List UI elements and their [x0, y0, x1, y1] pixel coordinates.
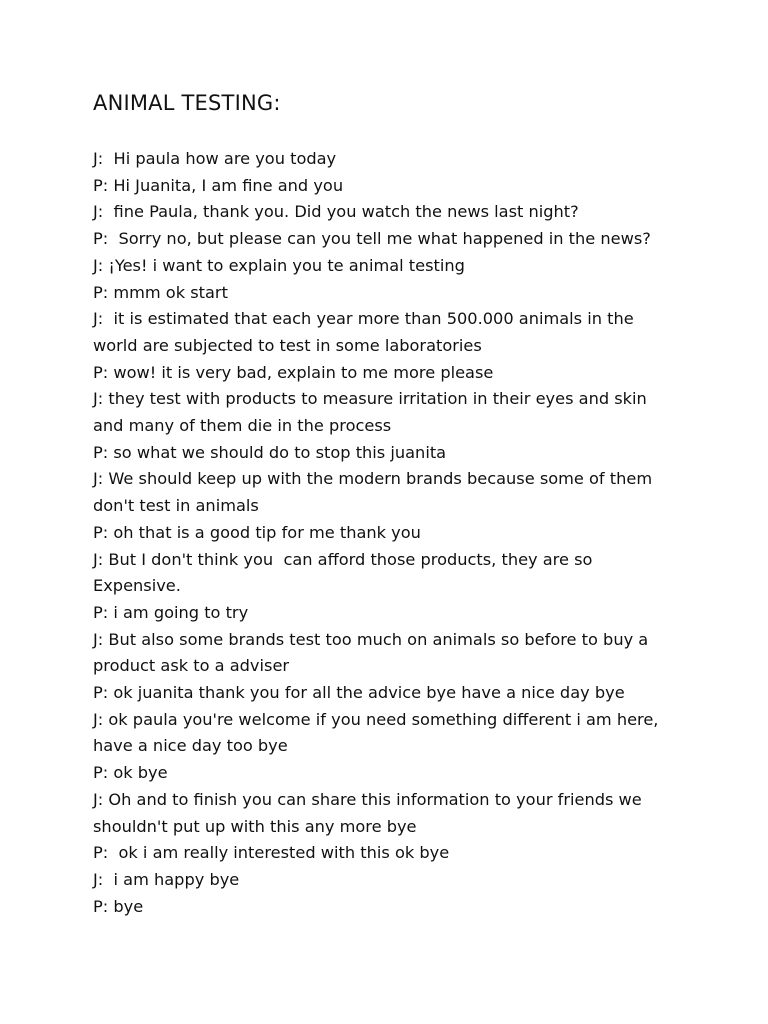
dialogue-line: J: Hi paula how are you today	[93, 149, 337, 168]
dialogue-line: J: Oh and to finish you can share this information to your friends we	[93, 789, 642, 809]
dialogue-line: J: ¡Yes! i want to explain you te animal testing	[93, 255, 465, 275]
dialogue-line: P: Hi Juanita, I am fine and you	[93, 175, 344, 195]
dialogue-line: P: bye	[93, 896, 144, 916]
dialogue-line: P: ok juanita thank you for all the advice bye have a nice day bye	[93, 683, 625, 703]
dialogue-line: P: ok bye	[93, 763, 168, 783]
dialogue-line: J: it is estimated that each year more than 500.000 animals in the	[93, 309, 634, 329]
dialogue-line: and many of them die in the process	[93, 416, 392, 436]
dialogue-line: P: mmm ok start	[93, 282, 228, 302]
dialogue-line: J: We should keep up with the modern brands because some of them	[93, 469, 653, 489]
dialogue-line: have a nice day too bye	[93, 736, 288, 756]
dialogue-line: P: so what we should do to stop this juanita	[93, 442, 447, 462]
dialogue-line: P: ok i am really interested with this ok bye	[93, 843, 450, 863]
dialogue-line: Expensive.	[93, 576, 181, 596]
dialogue-line: world are subjected to test in some laboratories	[93, 335, 482, 355]
dialogue-line: J: they test with products to measure irritation in their eyes and skin	[93, 389, 647, 409]
dialogue-line: P: i am going to try	[93, 602, 249, 622]
document-title: ANIMAL TESTING:	[93, 91, 281, 115]
document-page	[93, 88, 693, 920]
dialogue-line: J: ok paula you're welcome if you need something different i am here,	[93, 709, 659, 729]
dialogue-line: J: i am happy bye	[93, 869, 240, 889]
dialogue-line: J: But also some brands test too much on animals so before to buy a	[93, 629, 649, 649]
dialogue-line: product ask to a adviser	[93, 656, 290, 676]
dialogue-line: shouldn't put up with this any more bye	[93, 816, 417, 836]
dialogue-line: P: wow! it is very bad, explain to me more please	[93, 362, 494, 382]
dialogue-line: J: fine Paula, thank you. Did you watch the news last night?	[93, 202, 579, 222]
dialogue-list	[93, 146, 693, 920]
dialogue-line: don't test in animals	[93, 496, 259, 516]
dialogue-line: P: Sorry no, but please can you tell me what happened in the news?	[93, 229, 651, 249]
dialogue-line: J: But I don't think you can afford those products, they are so	[93, 549, 593, 569]
dialogue-line: P: oh that is a good tip for me thank you	[93, 522, 421, 542]
